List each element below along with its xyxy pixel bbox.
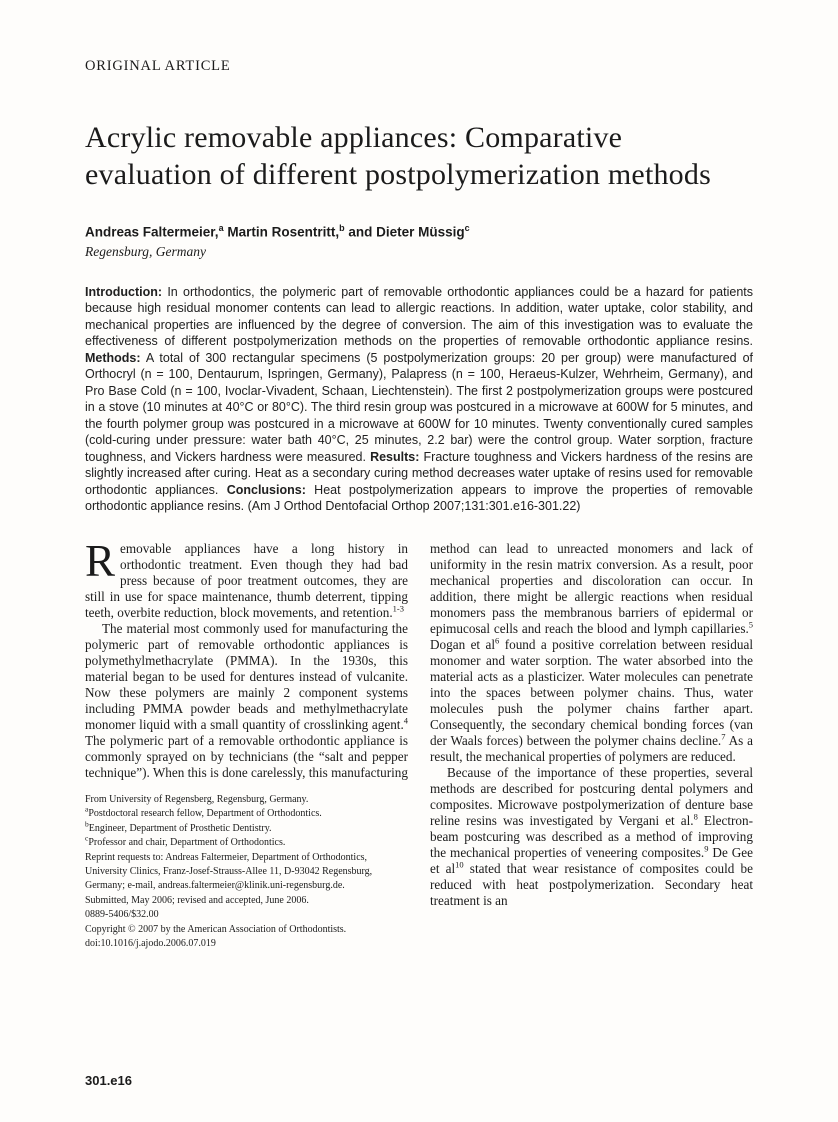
footnote (85, 819, 408, 836)
footnote (85, 894, 408, 908)
abstract-section-label: Conclusions: (226, 482, 306, 497)
footnote-text: Copyright © 2007 by the American Association of Orthodontists. (85, 923, 347, 935)
article-title: Acrylic removable appliances: Comparative evaluation of different postpolymerization methods (85, 121, 711, 192)
reference-marker: 4 (403, 715, 408, 726)
footnote (85, 851, 408, 894)
left-column (85, 535, 408, 951)
reference-marker: 9 (704, 843, 709, 854)
footnote-text: Postdoctoral research fellow, Department of Orthodontics. (88, 808, 322, 820)
abstract-section-label: Results: (370, 449, 420, 464)
abstract-section-text: In orthodontics, the polymeric part of removable orthodontic appliances could be a hazard for patients because high residual monomer contents can lead to allergic reactions. In addition, water uptake, color stability, and mechanical properties are influenced by the degree of conversion. The aim of this investigation was to evaluate the effectiveness of different postpolymerization methods on the properties of removable orthodontic appliance resins. (85, 284, 753, 349)
footnote-text: Submitted, May 2006; revised and accepted, June 2006. (85, 894, 309, 906)
paragraph-text: Electron-beam postcuring was described as a method of improving the mechanical properties of veneering composites. (430, 812, 753, 860)
footnote-text: Engineer, Department of Prosthetic Dentistry. (88, 822, 272, 834)
footnote (85, 937, 408, 951)
author-name: Andreas Faltermeier, (85, 224, 219, 240)
footnote (85, 793, 408, 807)
reference-marker: 1-3 (392, 603, 404, 614)
authors-line (85, 223, 753, 240)
abstract (85, 284, 753, 515)
abstract-section-label: Introduction: (85, 284, 163, 299)
author-affiliation-marker: c (464, 223, 470, 234)
abstract-section-label: Methods: (85, 350, 141, 365)
abstract-section-text: A total of 300 rectangular specimens (5 postpolymerization groups: 20 per group) were manufactured of Orthocryl (n = 100, Dentaurum, Ispringen, Germany), Palapress (n = 100, Heraeus-Kulzer, Wehrheim, Germany), and Pro Base Cold (n = 100, Ivoclar-Vivadent, Schaan, Liechtenstein). The first 2 postpolymerization groups were postcured in a stove (10 minutes at 40°C or 80°C). The third resin group was postcured in a microwave at 600W for 5 minutes, and the fourth polymer group was postcured in a microwave at 600W for 10 minutes. Twenty conventionally cured samples (cold-curing under pressure: water bath 40°C, 25 minutes, 2.2 bar) were the control group. Water sorption, fracture toughness, and Vickers hardness were measured. (85, 350, 753, 464)
article-type-label: ORIGINAL ARTICLE (85, 58, 231, 74)
author-affiliation-marker: a (218, 223, 224, 234)
paragraph-text: Because of the importance of these properties, several methods are described for postcuring dental polymers and composites. Microwave postpolymerization of denture base reline resins was investigated by Vergani et al. (430, 764, 753, 828)
footnote (85, 923, 408, 937)
paragraph-text: Dogan et al (430, 636, 496, 652)
right-column (430, 541, 753, 951)
page-number: 301.e16 (85, 1073, 132, 1088)
footnote-marker: b (85, 819, 89, 829)
paragraph-monomer-effects (430, 541, 753, 765)
footnote (85, 804, 408, 821)
paragraph-intro (85, 535, 408, 621)
paragraph-material (85, 621, 408, 781)
footnote-text: 0889-5406/$32.00 (85, 909, 159, 921)
reference-marker: 5 (748, 619, 753, 630)
footnote-marker: a (85, 804, 89, 814)
reference-marker: 10 (455, 859, 464, 870)
paragraph-postcuring-methods (430, 765, 753, 909)
paragraph-text: emovable appliances have a long history in orthodontic treatment. Even though they had bad press because of poor treatment outcomes, they are still in use for space maintenance, thumb deterrent, tipping teeth, overbite reduction, block movements, and retention. (85, 540, 408, 620)
two-column-body (85, 535, 754, 951)
footnote-text: Reprint requests to: Andreas Faltermeier, Department of Orthodontics, University Clinics, Franz-Josef-Strauss-Allee 11, D-93042 Regensburg, Germany; e-mail, andreas.faltermeier@klinik.uni-regensburg.de. (85, 851, 373, 892)
paragraph-text: The polymeric part of a removable orthodontic appliance is commonly sprayed on by technicians (the “salt and pepper technique”). When this is done carelessly, this manufacturing (85, 732, 408, 780)
paragraph-text: method can lead to unreacted monomers and lack of uniformity in the resin matrix conversion. As a result, poor mechanical properties and discoloration can occur. In addition, there might be allergic reactions when residual monomers pass the membranous barriers of epidermal or epimucosal cells and reach the blood and lymph capillaries. (430, 540, 753, 636)
footnote-marker: c (85, 833, 89, 843)
journal-citation: (Am J Orthod Dentofacial Orthop 2007;131:301.e16-301.22) (247, 499, 581, 514)
paragraph-text: De Gee et al (430, 844, 753, 876)
paragraph-text: As a result, the mechanical properties of polymers are reduced. (430, 732, 754, 764)
author-affiliation-marker: b (339, 223, 345, 234)
drop-cap: R (85, 535, 116, 586)
author-name: and Dieter Müssig (344, 224, 465, 240)
paragraph-text: stated that wear resistance of composites could be reduced with heat postpolymerization. Secondary heat treatment is an (430, 860, 753, 908)
author-name: Martin Rosentritt, (223, 224, 340, 240)
paragraph-text: The material most commonly used for manufacturing the polymeric part of removable orthodontic appliances is polymethylmethacrylate (PMMA). In the 1930s, this material began to be used for dentures instead of vulcanite. Now these polymers are mainly 2 component systems including PMMA powder beads and methylmethacrylate monomer liquid with a small quantity of crosslinking agent. (85, 620, 408, 732)
footnote (85, 908, 408, 922)
affiliation-line: Regensburg, Germany (85, 243, 206, 259)
reference-marker: 8 (693, 811, 698, 822)
paragraph-text: found a positive correlation between residual monomer and water sorption. The water absorbed into the material acts as a plasticizer. Water molecules can penetrate into the spaces between polymer chains. Thus, water molecules push the polymer chains farther apart. Consequently, the secondary chemical bonding forces (van der Waals forces) between the polymer chains decline. (430, 636, 753, 748)
footnote-text: doi:10.1016/j.ajodo.2006.07.019 (85, 937, 216, 949)
abstract-section-text: Fracture toughness and Vickers hardness of the resins are slightly increased after curing. Heat as a secondary curing method decreases water uptake of resins used for removable orthodontic appliances. (85, 449, 753, 497)
footnote (85, 833, 408, 850)
footnote-text: From University of Regensberg, Regensburg, Germany. (85, 793, 309, 805)
footnote-text: Professor and chair, Department of Orthodontics. (88, 837, 286, 849)
abstract-section-text: Heat postpolymerization appears to improve the properties of removable orthodontic appliance resins. (85, 482, 753, 514)
footnotes-block (85, 793, 408, 951)
reference-marker: 6 (495, 635, 500, 646)
reference-marker: 7 (721, 731, 726, 742)
